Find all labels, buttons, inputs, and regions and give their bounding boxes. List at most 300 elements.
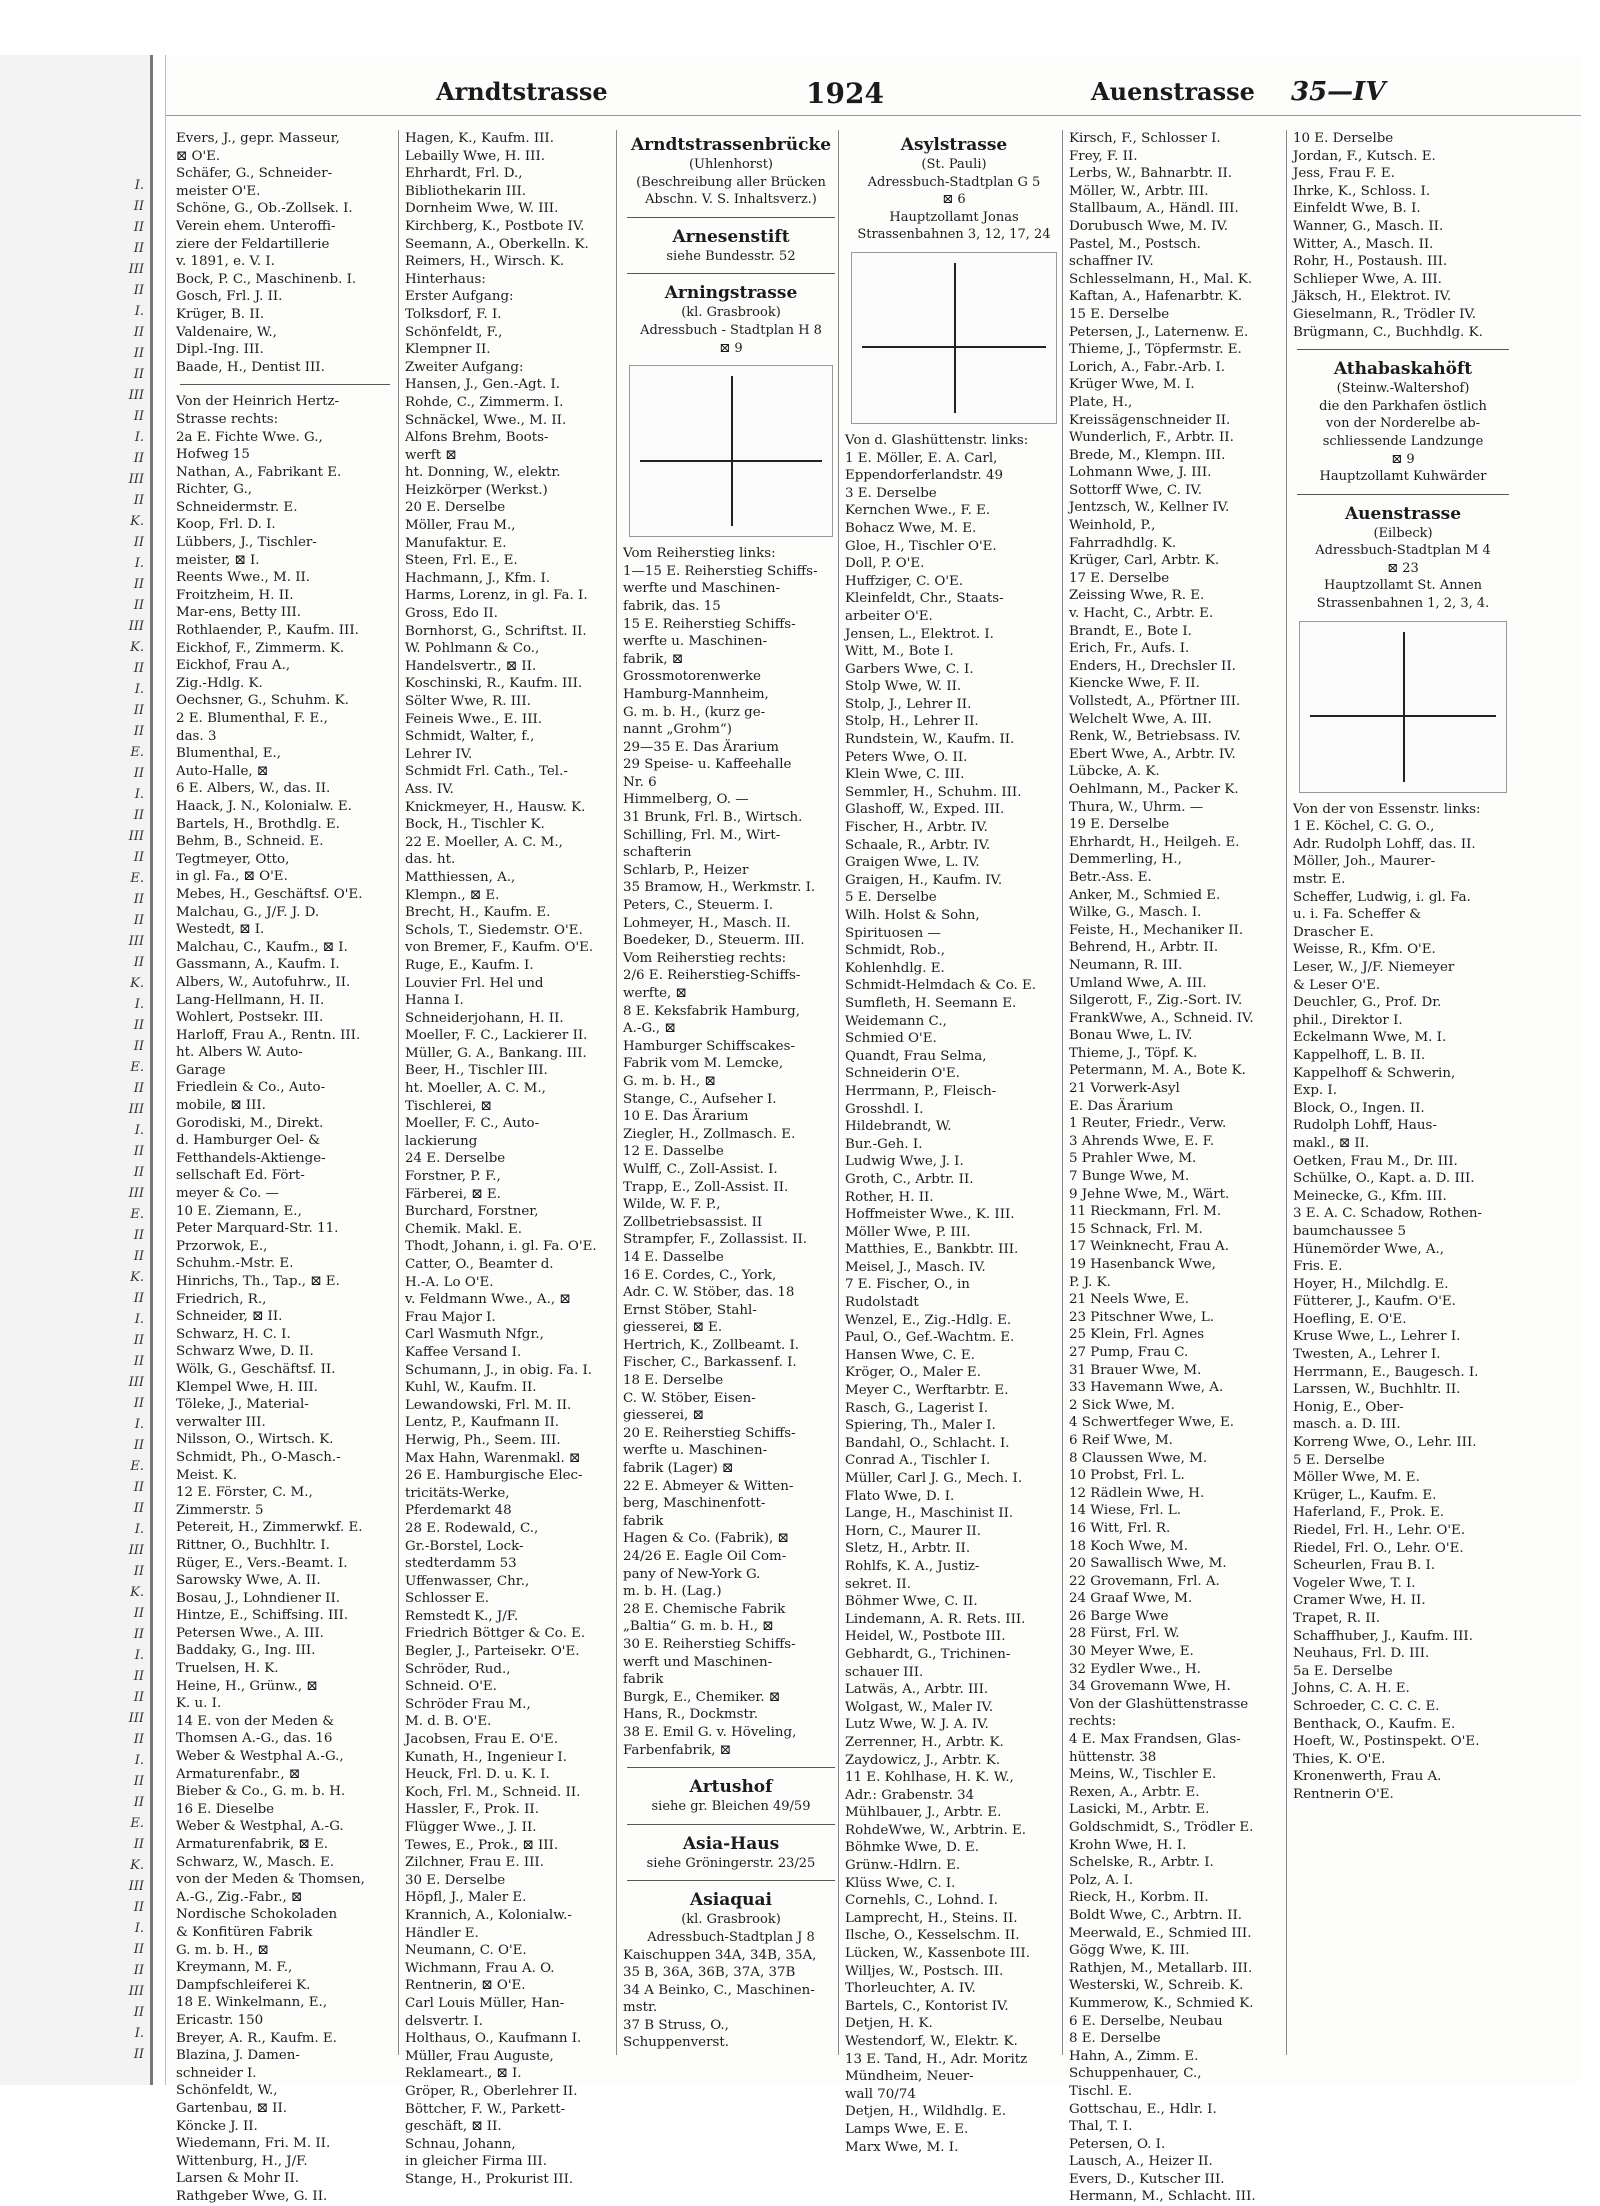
directory-entry: & Leser O'E. <box>1293 977 1381 993</box>
street-heading: Arningstrasse <box>664 283 798 304</box>
directory-entry: 14 E. Dasselbe <box>623 1249 724 1265</box>
street-heading: Asiaquai <box>690 1890 772 1911</box>
street-info: schliessende Landzunge <box>1322 433 1484 449</box>
directory-entry: Hintze, E., Schiffsing. III. <box>176 1608 349 1624</box>
directory-entry: Witt, M., Bote I. <box>845 644 954 660</box>
column-4 <box>838 130 1063 2155</box>
bleed-line: II <box>133 1900 144 1915</box>
street-info: Adressbuch-Stadtplan M 4 <box>1315 543 1491 559</box>
directory-entry: Böhmke Wwe, D. E. <box>845 1840 979 1856</box>
directory-entry: Auto-Halle, ⊠ <box>176 763 269 779</box>
bleed-line: I. <box>134 1312 144 1327</box>
bleed-line: II <box>133 598 144 613</box>
directory-entry: schafterin <box>623 845 692 861</box>
directory-entry: Oetken, Frau M., Dr. III. <box>1293 1153 1458 1169</box>
directory-entry: Malchau, G., J/F. J. D. <box>176 904 320 920</box>
directory-entry: Höpfl, J., Maler E. <box>405 1890 527 1906</box>
directory-entry: Mühlbauer, J., Arbtr. E. <box>845 1805 1002 1821</box>
directory-entry: Schelske, R., Arbtr. I. <box>1069 1855 1214 1871</box>
directory-entry: Schröder Frau M., <box>405 1696 531 1712</box>
directory-entry: das. 3 <box>176 728 217 744</box>
directory-entry: Plate, H., <box>1069 394 1133 410</box>
directory-entry: 18 E. Derselbe <box>623 1373 724 1389</box>
directory-entry: Breyer, A. R., Kaufm. E. <box>176 2030 337 2046</box>
directory-entry: Burgk, E., Chemiker. ⊠ <box>623 1689 781 1705</box>
directory-entry: A.-G., Zig.-Fabr., ⊠ <box>176 1889 303 1905</box>
map-street-line <box>954 263 956 413</box>
directory-entry: Klüss Wwe, C. I. <box>845 1875 956 1891</box>
directory-entry: giesserei, ⊠ <box>623 1408 704 1424</box>
directory-entry: Schlesselmann, H., Mal. K. <box>1069 271 1253 287</box>
street-info: (Eilbeck) <box>1373 525 1433 541</box>
directory-entry: Farbenfabrik, ⊠ <box>623 1742 731 1758</box>
directory-entry: Flügger Wwe., J. II. <box>405 1820 537 1835</box>
directory-entry: Jacobsen, Frau E. O'E. <box>405 1732 558 1748</box>
bleed-line: E. <box>130 871 144 886</box>
directory-entry: Eickhof, Frau A., <box>176 658 291 674</box>
directory-entry: Schröder, Rud., <box>405 1661 511 1677</box>
directory-entry: u. i. Fa. Scheffer & <box>1293 907 1422 923</box>
directory-entry: Schwarz, H. C. I. <box>176 1326 291 1342</box>
directory-entry: 17 Weinknecht, Frau A. <box>1069 1239 1229 1255</box>
directory-entry: 35 B, 36A, 36B, 37A, 37B <box>623 1965 796 1981</box>
directory-entry: Bornhorst, G., Schriftst. II. <box>405 623 587 639</box>
street-info: ⊠ 23 <box>1387 560 1419 576</box>
bleed-line: II <box>133 1942 144 1957</box>
directory-entry: Louvier Frl. Hel und <box>405 975 544 991</box>
street-info: siehe gr. Bleichen 49/59 <box>651 1799 811 1815</box>
directory-entry: 27 Pump, Frau C. <box>1069 1344 1189 1360</box>
bleed-line: III <box>128 1375 144 1390</box>
directory-entry: Zilchner, Frau E. III. <box>405 1855 544 1871</box>
directory-entry: Schönfeldt, W., <box>176 2083 278 2099</box>
directory-entry: Forstner, P. F., <box>405 1169 501 1185</box>
directory-entry: 12 Rädlein Wwe, H. <box>1069 1485 1205 1501</box>
street-info: ⊠ 9 <box>1391 451 1415 467</box>
directory-entry: Rudolph Lohff, Haus- <box>1293 1118 1437 1134</box>
directory-entry: Rothlaender, P., Kaufm. III. <box>176 623 359 639</box>
bleed-line: II <box>133 1690 144 1705</box>
directory-entry: 1 E. Möller, E. A. Carl, <box>845 450 998 466</box>
directory-entry: Schmidt, Walter, f., <box>405 729 535 745</box>
directory-entry: ht. Moeller, A. C. M., <box>405 1081 546 1097</box>
bleed-line: II <box>133 325 144 340</box>
directory-entry: Fischer, H., Arbtr. IV. <box>845 820 988 836</box>
directory-entry: Hans, R., Dockmstr. <box>623 1707 759 1723</box>
directory-entry: d. Hamburger Oel- & <box>176 1133 321 1149</box>
section-divider <box>627 1824 835 1825</box>
directory-entry: Schneiderin O'E. <box>845 1066 960 1082</box>
directory-entry: 5a E. Derselbe <box>1293 1663 1393 1679</box>
directory-entry: Westendorf, W., Elektr. K. <box>845 2034 1018 2049</box>
directory-entry: Zollbetriebsassist. II <box>623 1214 763 1230</box>
directory-entry: Lerbs, W., Bahnarbtr. II. <box>1069 166 1233 182</box>
directory-entry: Graigen, H., Kaufm. IV. <box>845 872 1003 888</box>
bleed-line: III <box>128 1543 144 1558</box>
directory-entry: Meist. K. <box>176 1467 237 1483</box>
directory-entry: Korreng Wwe, O., Lehr. III. <box>1293 1435 1477 1451</box>
directory-entry: Ziegler, H., Zollmasch. E. <box>623 1126 796 1142</box>
directory-entry: Kohlenhdlg. E. <box>845 960 945 976</box>
directory-entry: 22 E. Moeller, A. C. M., <box>405 834 563 850</box>
section-divider <box>1297 494 1509 495</box>
column-1 <box>176 130 394 2204</box>
directory-entry: Matthiessen, A., <box>405 869 516 885</box>
directory-entry: Stolp, J., Lehrer II. <box>845 696 972 712</box>
directory-entry: Conrad A., Tischler I. <box>845 1453 991 1469</box>
directory-entry: Ericastr. 150 <box>176 2012 264 2028</box>
directory-entry: Hagen & Co. (Fabrik), ⊠ <box>623 1531 789 1547</box>
bleed-line: II <box>133 346 144 361</box>
directory-entry: fabrik, ⊠ <box>623 651 684 667</box>
directory-entry: 34 Grovemann Wwe, H. <box>1069 1679 1231 1695</box>
street-heading: Asylstrasse <box>900 135 1008 155</box>
directory-entry: 19 Hasenbanck Wwe, <box>1069 1257 1216 1272</box>
bleed-line: III <box>128 262 144 277</box>
directory-entry: Hinrichs, Th., Tap., ⊠ E. <box>176 1274 340 1289</box>
directory-entry: 17 E. Derselbe <box>1069 570 1170 586</box>
directory-entry: Wulff, C., Zoll-Assist. I. <box>623 1161 778 1177</box>
bleed-line: II <box>133 1606 144 1621</box>
directory-entry: 9 Jehne Wwe, M., Wärt. <box>1069 1186 1230 1202</box>
bleed-line: II <box>133 892 144 907</box>
directory-entry: Schuhm.-Mstr. E. <box>176 1256 294 1272</box>
directory-entry: Einfeldt Wwe, B. I. <box>1293 201 1421 217</box>
directory-entry: delsvertr. I. <box>405 2013 483 2029</box>
directory-entry: Oechsner, G., Schuhm. K. <box>176 693 349 709</box>
directory-entry: 21 Vorwerk-Asyl <box>1069 1081 1180 1097</box>
directory-entry: Reents Wwe., M. II. <box>176 570 311 586</box>
directory-entry: Petersen, J., Laternenw. E. <box>1069 324 1249 340</box>
directory-entry: 2 E. Blumenthal, F. E., <box>176 711 328 726</box>
street-map-sketch <box>629 365 833 537</box>
directory-entry: Kaischuppen 34A, 34B, 35A, <box>623 1947 817 1963</box>
directory-entry: Sumfleth, H. Seemann E. <box>845 995 1017 1011</box>
bleed-line: III <box>128 934 144 949</box>
directory-entry: fabrik, das. 15 <box>623 598 721 614</box>
directory-entry: Gieselmann, R., Trödler IV. <box>1293 306 1476 322</box>
directory-entry: Lehrer IV. <box>405 746 473 762</box>
street-heading: Auenstrasse <box>1344 503 1462 524</box>
directory-entry: Vogeler Wwe, T. I. <box>1293 1575 1416 1591</box>
directory-entry: Cramer Wwe, H. II. <box>1293 1593 1426 1609</box>
directory-entry: Carl Louis Müller, Han- <box>405 1995 565 2011</box>
directory-entry: Larssen, W., Buchhltr. II. <box>1293 1382 1461 1398</box>
directory-entry: Brede, M., Klempn. III. <box>1069 447 1226 463</box>
adjacent-page-text <box>110 175 144 2065</box>
bleed-line: III <box>128 1186 144 1201</box>
bleed-line: I. <box>134 682 144 697</box>
directory-entry: Cornehls, C., Lohnd. I. <box>845 1893 998 1909</box>
directory-entry: Wichmann, Frau A. O. <box>405 1960 555 1976</box>
directory-entry: Strasse rechts: <box>176 411 279 427</box>
directory-entry: Lasicki, M., Arbtr. E. <box>1069 1802 1210 1818</box>
directory-entry: Klempn., ⊠ E. <box>405 887 500 903</box>
bleed-line: III <box>128 1879 144 1894</box>
directory-entry: Johns, C. A. H. E. <box>1293 1681 1410 1697</box>
directory-entry: Schneid. O'E. <box>405 1679 497 1695</box>
bleed-line: I. <box>134 1123 144 1138</box>
directory-entry: 10 E. Ziemann, E., <box>176 1203 302 1219</box>
directory-entry: Fütterer, J., Kaufm. O'E. <box>1293 1294 1456 1310</box>
directory-entry: Eckelmann Wwe, M. I. <box>1293 1030 1447 1046</box>
directory-entry: Rundstein, W., Kaufm. II. <box>845 732 1015 748</box>
directory-entry: Krüger Wwe, M. I. <box>1069 377 1195 393</box>
directory-entry: Adr.: Grabenstr. 34 <box>845 1787 975 1803</box>
bleed-line: II <box>133 1249 144 1264</box>
directory-entry: 6 E. Derselbe, Neubau <box>1069 2013 1223 2029</box>
directory-entry: 2a E. Fichte Wwe. G., <box>176 429 323 445</box>
directory-entry: Jordan, F., Kutsch. E. <box>1293 148 1436 164</box>
street-info: Adressbuch-Stadtplan J 8 <box>647 1929 815 1945</box>
bleed-line: II <box>133 1228 144 1243</box>
directory-entry: Manufaktur. E. <box>405 535 507 551</box>
page-header <box>166 75 1581 116</box>
directory-entry: Kaftan, A., Hafenarbtr. K. <box>1069 289 1243 305</box>
directory-entry: W. Pohlmann & Co., <box>405 641 540 657</box>
directory-entry: Bosau, J., Lohndiener II. <box>176 1590 341 1606</box>
street-info: (Beschreibung aller Brücken <box>636 174 826 190</box>
directory-entry: werfte und Maschinen- <box>623 581 781 597</box>
directory-entry: Larsen & Mohr II. <box>176 2171 300 2187</box>
column-3 <box>616 130 839 2055</box>
directory-entry: Wilke, G., Masch. I. <box>1069 905 1202 921</box>
directory-entry: Schmidt, Rob., <box>845 943 945 959</box>
directory-entry: Flato Wwe, D. I. <box>845 1488 955 1504</box>
directory-entry: Rentnerin, ⊠ O'E. <box>405 1978 526 1994</box>
directory-entry: Detjen, H. K. <box>845 2016 933 2032</box>
directory-entry: Kreymann, M. F., <box>176 1960 293 1976</box>
directory-entry: Stolp, H., Lehrer II. <box>845 714 979 730</box>
directory-entry: Schöne, G., Ob.-Zollsek. I. <box>176 201 353 217</box>
directory-entry: Händler E. <box>405 1925 479 1941</box>
directory-entry: Groth, C., Arbtr. II. <box>845 1171 974 1187</box>
directory-entry: G. m. b. H., (kurz ge- <box>623 704 766 720</box>
directory-entry: Schuppenverst. <box>623 2035 730 2051</box>
directory-entry: RohdeWwe, W., Arbtrin. E. <box>845 1822 1026 1838</box>
directory-entry: 15 Schnack, Frl. M. <box>1069 1221 1203 1237</box>
directory-entry: Schülke, O., Kapt. a. D. III. <box>1293 1171 1475 1187</box>
directory-entry: Möller Wwe, P. III. <box>845 1224 971 1240</box>
bleed-line: II <box>133 850 144 865</box>
directory-entry: 20 E. Reiherstieg Schiffs- <box>623 1425 796 1441</box>
directory-entry: Schlosser E. <box>405 1591 489 1607</box>
directory-entry: Peter Marquard-Str. 11. <box>176 1221 339 1237</box>
directory-entry: Haferland, F., Prok. E. <box>1293 1505 1445 1521</box>
directory-entry: Nilsson, O., Wirtsch. K. <box>176 1432 334 1448</box>
directory-entry: Baddaky, G., Ing. III. <box>176 1643 316 1659</box>
directory-entry: Thorleuchter, A. IV. <box>845 1981 976 1997</box>
directory-entry: A.-G., ⊠ <box>623 1021 676 1037</box>
directory-entry: & Konfitüren Fabrik <box>176 1924 313 1940</box>
directory-entry: 14 E. von der Meden & <box>176 1713 335 1729</box>
directory-entry: 4 E. Max Frandsen, Glas- <box>1069 1732 1241 1748</box>
directory-entry: Eickhof, F., Zimmerm. K. <box>176 640 345 656</box>
bleed-line: II <box>133 2005 144 2020</box>
directory-entry: Petermann, M. A., Bote K. <box>1069 1063 1246 1079</box>
directory-entry: 3 E. A. C. Schadow, Rothen- <box>1293 1206 1483 1222</box>
bleed-line: E. <box>130 745 144 760</box>
directory-entry: Schneidermstr. E. <box>176 499 298 515</box>
directory-entry: makl., ⊠ II. <box>1293 1135 1370 1151</box>
directory-entry: Gartenbau, ⊠ II. <box>176 2100 288 2116</box>
directory-entry: Töleke, J., Material- <box>176 1397 309 1413</box>
directory-entry: von Bremer, F., Kaufm. O'E. <box>405 940 594 956</box>
bleed-line: I. <box>134 556 144 571</box>
directory-entry: ⊠ O'E. <box>176 148 221 164</box>
directory-entry: Schäfer, G., Schneider- <box>176 166 333 182</box>
directory-entry: Lamprecht, H., Steins. II. <box>845 1910 1018 1926</box>
directory-entry: Mebes, H., Geschäftsf. O'E. <box>176 886 363 902</box>
directory-entry: 15 E. Reiherstieg Schiffs- <box>623 616 796 632</box>
directory-entry: Kappelhoff & Schwerin, <box>1293 1065 1456 1081</box>
directory-entry: Lücken, W., Kassenbote III. <box>845 1946 1030 1962</box>
directory-entry: Lindemann, A. R. Rets. III. <box>845 1611 1026 1627</box>
directory-entry: Truelsen, H. K. <box>176 1661 279 1677</box>
directory-entry: 2 Sick Wwe, M. <box>1069 1397 1175 1413</box>
bleed-line: II <box>133 2047 144 2062</box>
directory-entry: Hoffmeister Wwe., K. III. <box>845 1207 1015 1223</box>
bleed-line: K. <box>130 1858 144 1873</box>
directory-entry: Bieber & Co., G. m. b. H. <box>176 1784 346 1800</box>
directory-entry: Schnau, Johann, <box>405 2136 516 2152</box>
directory-entry: Nordische Schokoladen <box>176 1907 338 1923</box>
bleed-line: III <box>128 619 144 634</box>
directory-entry: Thieme, J., Töpfermstr. E. <box>1069 342 1242 358</box>
directory-entry: Erich, Fr., Aufs. I. <box>1069 641 1190 657</box>
directory-entry: 28 Fürst, Frl. W. <box>1069 1626 1180 1642</box>
directory-entry: Adr. Rudolph Lohff, das. II. <box>1293 836 1476 852</box>
directory-entry: Seemann, A., Oberkelln. K. <box>405 236 589 252</box>
directory-entry: Weisse, R., Kfm. O'E. <box>1293 942 1436 958</box>
directory-entry: Meyer C., Werftarbtr. E. <box>845 1383 1009 1399</box>
directory-entry: 11 E. Kohlhase, H. K. W., <box>845 1770 1014 1786</box>
street-info: Hauptzollamt Jonas <box>889 209 1019 225</box>
directory-entry: Kernchen Wwe., F. E. <box>845 503 991 519</box>
directory-entry: Möller Wwe, M. E. <box>1293 1470 1420 1486</box>
directory-entry: 16 E. Dieselbe <box>176 1801 275 1817</box>
directory-entry: Benthack, O., Kaufm. E. <box>1293 1716 1456 1732</box>
directory-entry: Böttcher, F. W., Parkett- <box>405 2101 566 2117</box>
directory-entry: Müller, Carl J. G., Mech. I. <box>845 1471 1023 1486</box>
bleed-line: III <box>128 1711 144 1726</box>
directory-entry: 35 Bramow, H., Werkmstr. I. <box>623 880 816 896</box>
directory-entry: meister O'E. <box>176 183 261 199</box>
directory-entry: Twesten, A., Lehrer I. <box>1293 1347 1441 1363</box>
directory-entry: Malchau, C., Kaufm., ⊠ I. <box>176 939 348 955</box>
directory-entry: Hofweg 15 <box>176 447 250 463</box>
directory-entry: Peters Wwe, O. II. <box>845 749 968 765</box>
directory-entry: Schmidt Frl. Cath., Tel.- <box>405 764 568 780</box>
directory-entry: Schuppenhauer, C., <box>1069 2066 1202 2082</box>
directory-entry: 15 E. Derselbe <box>1069 306 1170 322</box>
directory-entry: Lange, H., Maschinist II. <box>845 1506 1014 1522</box>
directory-entry: Trapet, R. II. <box>1293 1610 1381 1626</box>
directory-entry: Burchard, Forstner, <box>405 1204 539 1220</box>
directory-entry: Thal, T. I. <box>1069 2119 1133 2135</box>
directory-entry: mobile, ⊠ III. <box>176 1098 266 1114</box>
directory-entry: Fahrradhdlg. K. <box>1069 535 1177 551</box>
directory-entry: Müller, Frau Auguste, <box>405 2048 554 2064</box>
directory-entry: Möller, Frau M., <box>405 518 516 534</box>
directory-entry: Riedel, Frl. H., Lehr. O'E. <box>1293 1523 1466 1538</box>
directory-entry: Horn, C., Maurer II. <box>845 1523 981 1539</box>
bleed-line: II <box>133 913 144 928</box>
directory-entry: 8 E. Keksfabrik Hamburg, <box>623 1003 800 1019</box>
directory-entry: 6 E. Albers, W., das. II. <box>176 781 331 797</box>
directory-entry: Hinterhaus: <box>405 271 486 287</box>
directory-entry: Riedel, Frl. O., Lehr. O'E. <box>1293 1540 1464 1556</box>
directory-entry: 8 Claussen Wwe, M. <box>1069 1450 1208 1466</box>
directory-entry: Haack, J. N., Kolonialw. E. <box>176 798 352 814</box>
directory-entry: Thomsen A.-G., das. 16 <box>176 1731 333 1747</box>
directory-entry: Schwarz, W., Masch. E. <box>176 1854 335 1870</box>
directory-entry: Kuhl, W., Kaufm. II. <box>405 1380 537 1396</box>
street-info: Hauptzollamt St. Annen <box>1323 578 1483 594</box>
directory-entry: Bartels, H., Brothdlg. E. <box>176 816 340 832</box>
directory-entry: Ludwig Wwe, J. I. <box>845 1154 964 1170</box>
directory-entry: 22 E. Abmeyer & Witten- <box>623 1478 794 1494</box>
street-info: Hauptzollamt Kuhwärder <box>1319 469 1487 485</box>
street-info: von der Norderelbe ab- <box>1325 416 1481 432</box>
bleed-line: II <box>133 1039 144 1054</box>
directory-entry: Thies, K. O'E. <box>1293 1751 1386 1767</box>
directory-entry: werfte, ⊠ <box>623 986 687 1001</box>
directory-entry: 31 Brunk, Frl. B., Wirtsch. <box>623 810 803 826</box>
directory-entry: Brandt, E., Bote I. <box>1069 623 1192 639</box>
bleed-line: III <box>128 829 144 844</box>
directory-entry: Klempner II. <box>405 342 491 358</box>
directory-entry: Hoefling, E. O'E. <box>1293 1311 1407 1327</box>
directory-entry: Schmied O'E. <box>845 1031 937 1047</box>
bleed-line: II <box>133 766 144 781</box>
directory-entry: phil., Direktor I. <box>1293 1012 1403 1028</box>
directory-entry: Ehrhardt, H., Heilgeh. E. <box>1069 834 1240 850</box>
directory-entry: 6 Reif Wwe, M. <box>1069 1432 1173 1448</box>
directory-entry: Strampfer, F., Zollassist. II. <box>623 1232 808 1248</box>
directory-entry: in gleicher Firma III. <box>405 2154 547 2170</box>
directory-entry: Schneiderjohann, H. II. <box>405 1010 564 1026</box>
directory-entry: Thieme, J., Töpf. K. <box>1069 1045 1198 1061</box>
bleed-line: II <box>133 1144 144 1159</box>
directory-entry: 3 E. Derselbe <box>845 485 937 501</box>
directory-entry: Kröger, O., Maler E. <box>845 1365 981 1381</box>
directory-entry: Lohmann Wwe, J. III. <box>1069 465 1212 481</box>
directory-entry: Spirituosen — <box>845 925 941 941</box>
directory-entry: 20 E. Derselbe <box>405 500 506 516</box>
directory-entry: P. J. K. <box>1069 1274 1111 1290</box>
directory-entry: Schnäckel, Wwe., M. II. <box>405 412 567 428</box>
street-map-sketch <box>1299 621 1507 793</box>
directory-entry: Begler, J., Parteisekr. O'E. <box>405 1644 580 1660</box>
directory-entry: Pastel, M., Postsch. <box>1069 236 1201 252</box>
header-right-street: Auenstrasse <box>1091 77 1255 106</box>
directory-entry: 14 Wiese, Frl. L. <box>1069 1503 1181 1519</box>
directory-entry: Kreissägenschneider II. <box>1069 412 1231 428</box>
directory-entry: Feiste, H., Mechaniker II. <box>1069 922 1244 938</box>
directory-entry: Handelsvertr., ⊠ II. <box>405 658 537 674</box>
directory-entry: Wunderlich, F., Arbtr. II. <box>1069 430 1234 446</box>
directory-entry: Tolksdorf, F. I. <box>405 306 502 322</box>
directory-entry: Friedrich, R., <box>176 1291 267 1307</box>
directory-entry: Rittner, O., Buchhltr. I. <box>176 1537 330 1553</box>
bleed-line: II <box>133 1333 144 1348</box>
directory-entry: Lohmeyer, H., Masch. II. <box>623 915 791 931</box>
bleed-line: II <box>133 724 144 739</box>
directory-entry: 10 E. Das Ärarium <box>623 1109 749 1125</box>
directory-entry: Schlieper Wwe, A. III. <box>1293 271 1442 287</box>
street-info: siehe Bundesstr. 52 <box>666 248 796 264</box>
